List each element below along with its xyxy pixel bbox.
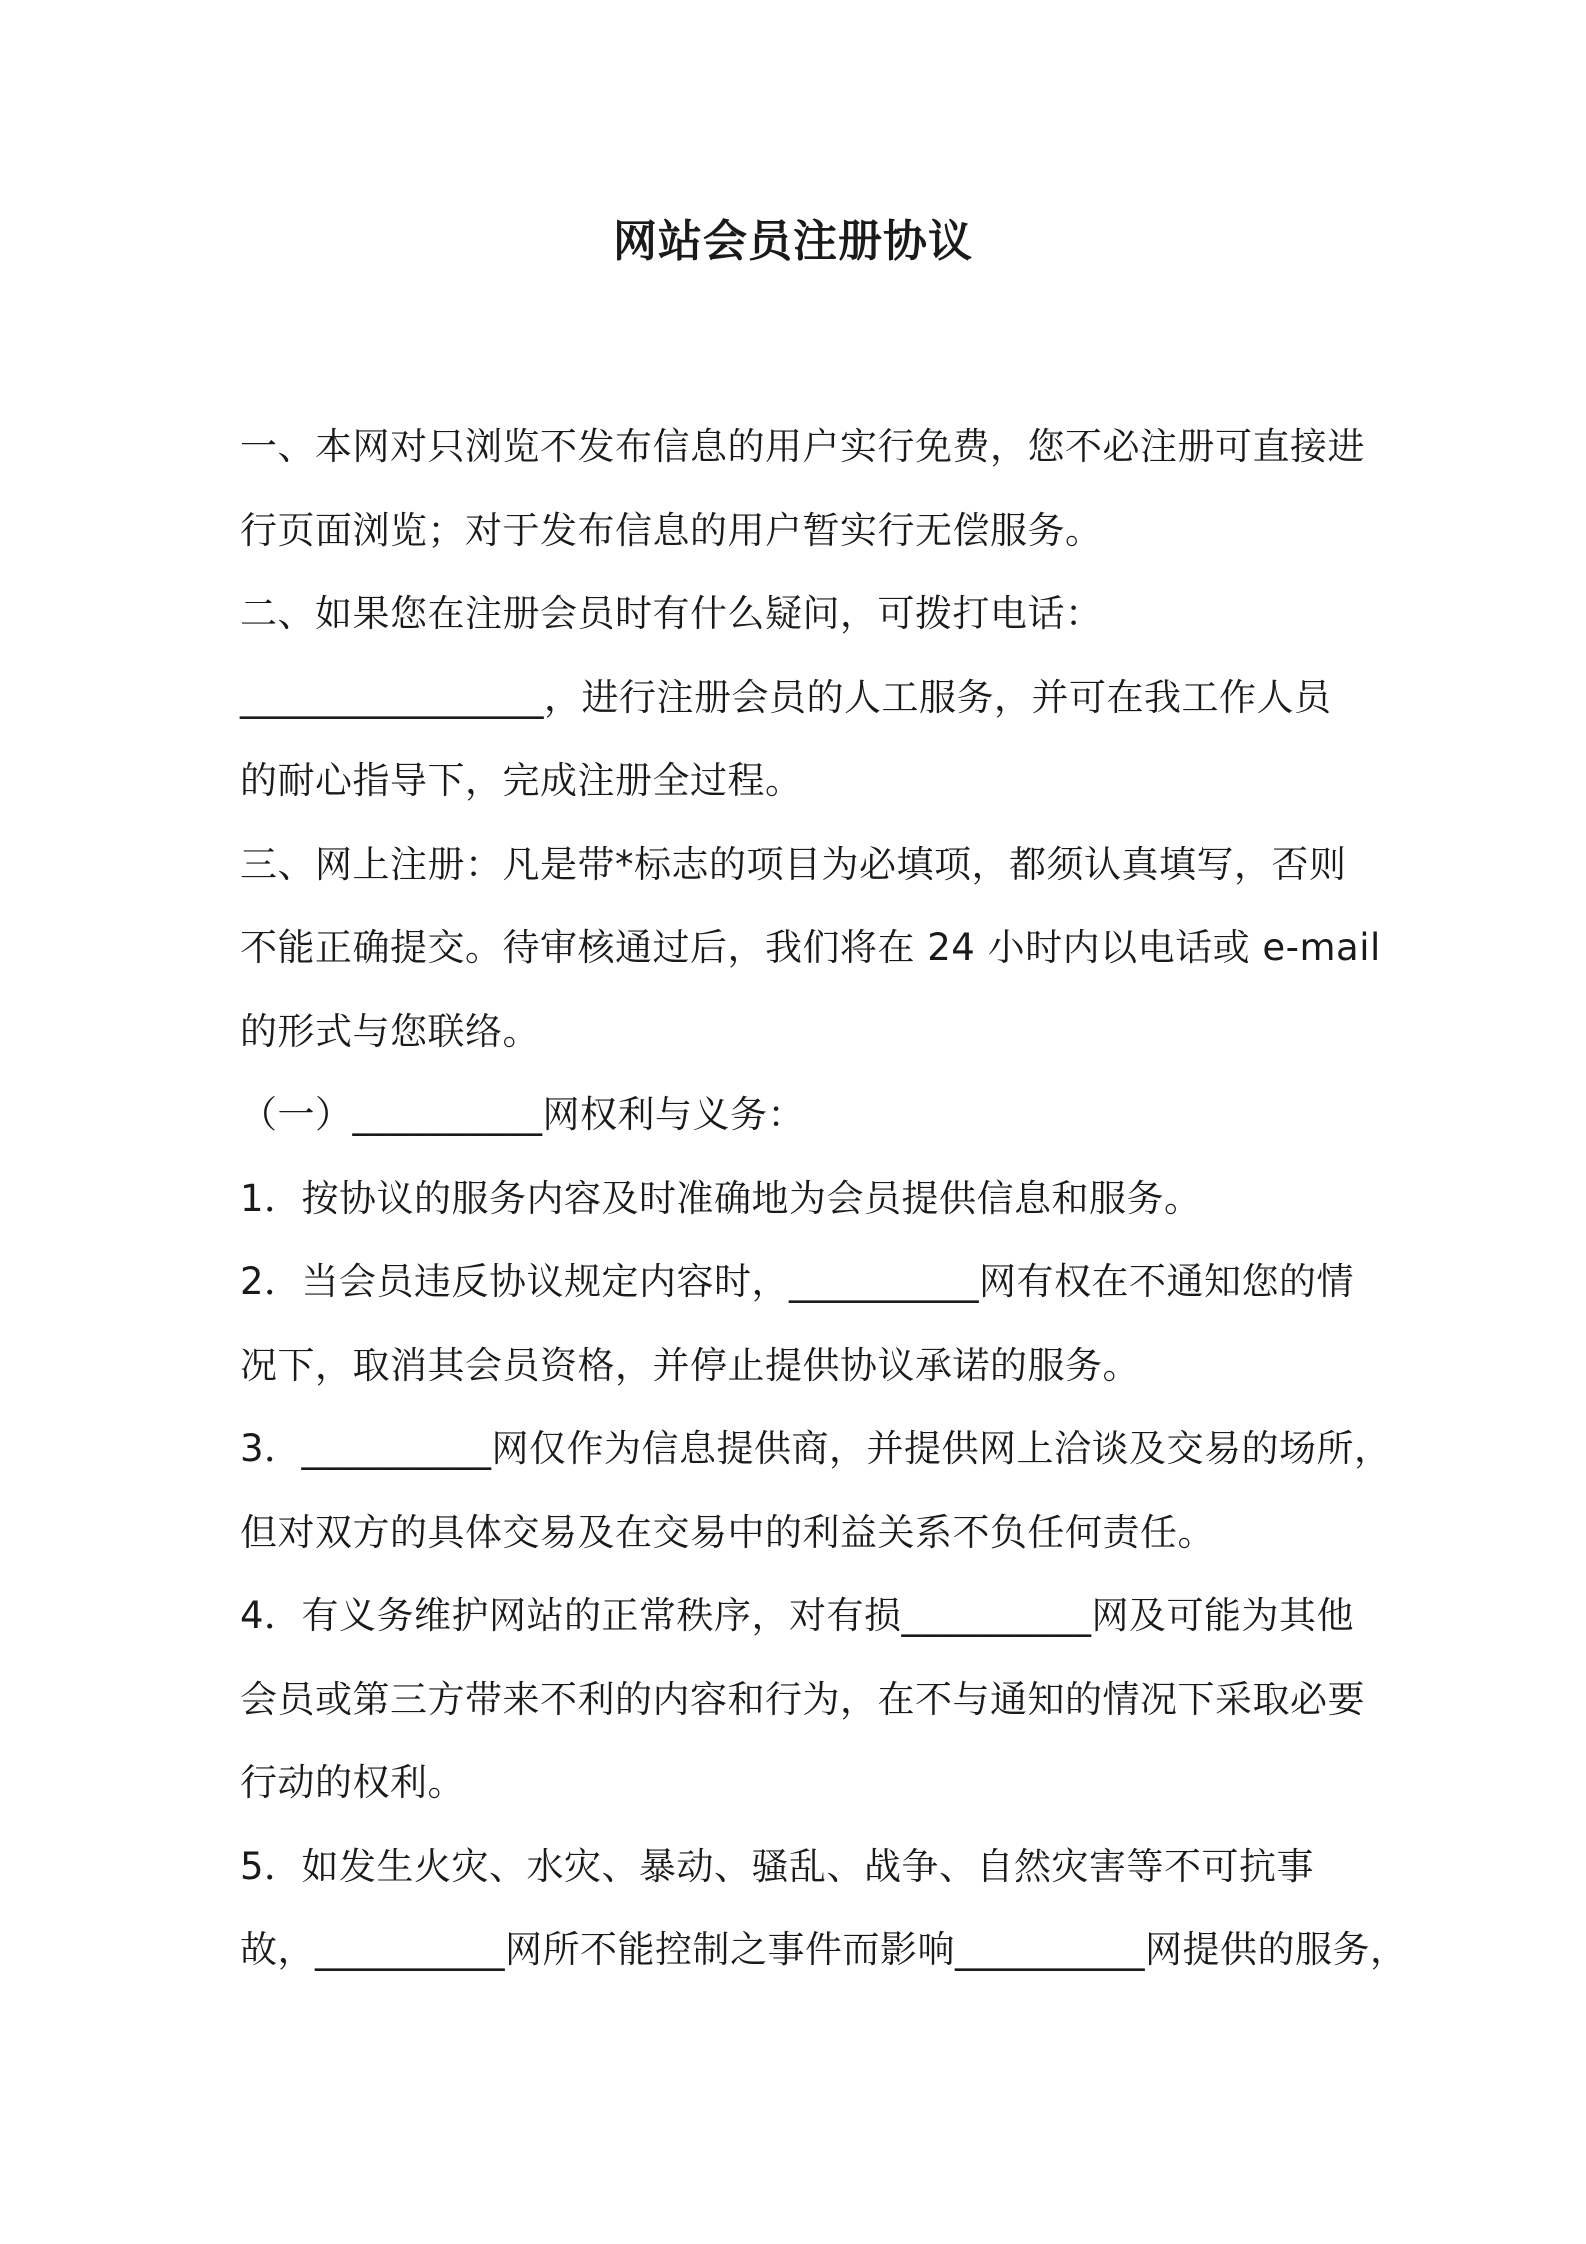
body-line: 5．如发生火灾、水灾、暴动、骚乱、战争、自然灾害等不可抗事 bbox=[240, 1844, 1315, 1888]
body-line: 行页面浏览；对于发布信息的用户暂实行无偿服务。 bbox=[240, 508, 1103, 552]
body-line: 行动的权利。 bbox=[240, 1761, 465, 1804]
body-line: 故，__________网所不能控制之事件而影响__________网提供的服务， bbox=[240, 1928, 1408, 1971]
document-title: 网站会员注册协议 bbox=[613, 216, 973, 267]
document-body bbox=[240, 405, 1408, 1992]
body-line: 1．按协议的服务内容及时准确地为会员提供信息和服务。 bbox=[240, 1176, 1202, 1220]
body-line: 三、网上注册：凡是带*标志的项目为必填项，都须认真填写，否则 bbox=[240, 842, 1347, 886]
body-line: 但对双方的具体交易及在交易中的利益关系不负任何责任。 bbox=[240, 1510, 1215, 1554]
body-line: 的形式与您联络。 bbox=[240, 1009, 540, 1053]
body-line: 二、如果您在注册会员时有什么疑问，可拨打电话： bbox=[240, 592, 1103, 635]
body-line: ________________，进行注册会员的人工服务，并可在我工作人员 bbox=[240, 675, 1332, 719]
body-line: 况下，取消其会员资格，并停止提供协议承诺的服务。 bbox=[240, 1343, 1140, 1387]
body-line: （一）__________网权利与义务： bbox=[240, 1093, 805, 1136]
body-line: 2．当会员违反协议规定内容时，__________网有权在不通知您的情 bbox=[240, 1260, 1355, 1303]
body-line: 不能正确提交。待审核通过后，我们将在 24 小时内以电话或 e-mail bbox=[240, 926, 1381, 969]
body-line: 4．有义务维护网站的正常秩序，对有损__________网及可能为其他 bbox=[240, 1594, 1355, 1637]
body-line: 一、本网对只浏览不发布信息的用户实行免费，您不必注册可直接进 bbox=[240, 425, 1365, 468]
body-line: 3．__________网仅作为信息提供商，并提供网上洽谈及交易的场所， bbox=[240, 1427, 1392, 1470]
body-line: 会员或第三方带来不利的内容和行为，在不与通知的情况下采取必要 bbox=[240, 1677, 1365, 1721]
body-line: 的耐心指导下，完成注册全过程。 bbox=[240, 759, 803, 802]
